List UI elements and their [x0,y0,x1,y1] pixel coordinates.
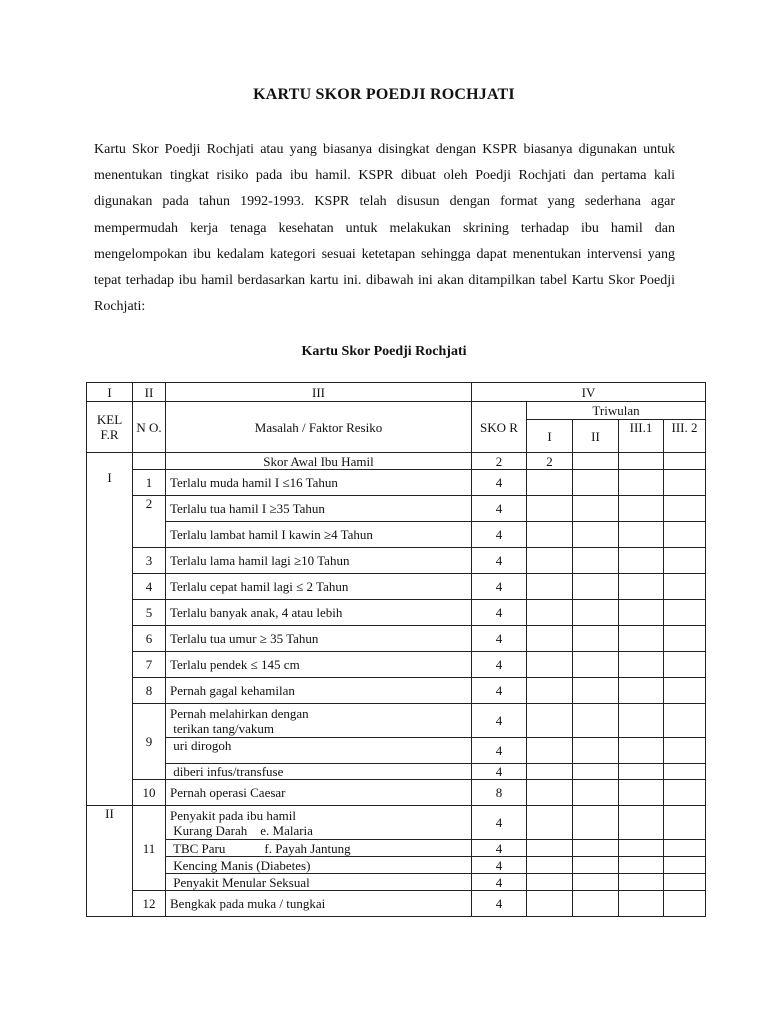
skor-cell: 4 [472,496,527,522]
risk-factor [166,704,472,738]
skor-cell: 4 [472,574,527,600]
skor-cell: 4 [472,600,527,626]
table-row [87,574,706,600]
skor-cell: 4 [472,548,527,574]
group-label: II [87,806,133,917]
risk-factor: uri dirogoh [166,738,472,764]
triwulan-col: III. 2 [664,420,706,453]
skor-cell: 8 [472,780,527,806]
skor-cell: 4 [472,891,527,917]
skor-cell: 4 [472,840,527,857]
table-row [87,764,706,780]
row-number: 9 [133,704,166,780]
table-row [87,383,706,402]
skor-awal-label: Skor Awal Ibu Hamil [166,453,472,470]
roman-header: I [87,383,133,402]
skor-cell: 4 [472,857,527,874]
risk-factor: Terlalu lambat hamil I kawin ≥4 Tahun [166,522,472,548]
skor-cell: 4 [472,704,527,738]
risk-factor-line: Penyakit pada ibu hamil [170,807,297,823]
skor-cell: 4 [472,806,527,840]
skor-cell: 2 [527,453,573,470]
table-row [87,402,706,420]
skor-cell: 4 [472,470,527,496]
row-number: 10 [133,780,166,806]
kel-header: KEL F.R [87,402,133,453]
roman-header: II [133,383,166,402]
skor-header: SKO R [472,402,527,453]
risk-factor: Terlalu banyak anak, 4 atau lebih [166,600,472,626]
row-number: 6 [133,626,166,652]
risk-factor: Kencing Manis (Diabetes) [166,857,472,874]
risk-factor: Terlalu tua umur ≥ 35 Tahun [166,626,472,652]
table-row [87,704,706,738]
row-number: 12 [133,891,166,917]
risk-factor: TBC Paru f. Payah Jantung [166,840,472,857]
row-number: 2 [133,496,166,548]
risk-factor-line: terikan tang/vakum [170,720,274,736]
triwulan-col: III.1 [619,420,664,453]
row-number: 5 [133,600,166,626]
skor-cell: 2 [472,453,527,470]
row-number: 11 [133,806,166,891]
row-number: 8 [133,678,166,704]
skor-cell: 4 [472,652,527,678]
table-row [87,857,706,874]
row-number: 7 [133,652,166,678]
risk-factor [166,806,472,840]
risk-factor: Penyakit Menular Seksual [166,874,472,891]
skor-cell: 4 [472,626,527,652]
skor-cell: 4 [472,522,527,548]
intro-paragraph: Kartu Skor Poedji Rochjati atau yang biasanya disingkat dengan KSPR biasanya digunakan untuk menentukan tingkat risiko pada ibu hamil. KSPR dibuat oleh Poedji Rochjati dan pertama kali digunakan pada tahun 1992-1993. KSPR telah disusun dengan format yang sederhana agar mempermudah kerja tenaga kesehatan untuk melakukan skrining terhadap ibu hamil dan mengelompokan ibu kedalam kategori sesuai ketetapan sehingga dapat menentukan intervensi yang tepat terhadap ibu hamil berdasarkan kartu ini. dibawah ini akan ditampilkan tabel Kartu Skor Poedji Rochjati: [94,142,675,315]
risk-factor: Terlalu pendek ≤ 145 cm [166,652,472,678]
table-row [87,678,706,704]
table-row [87,891,706,917]
roman-header: IV [472,383,706,402]
risk-factor-table [86,382,706,917]
triwulan-col: II [573,420,619,453]
no-header: N O. [133,402,166,453]
row-number: 4 [133,574,166,600]
roman-header: III [166,383,472,402]
table-row [87,738,706,764]
risk-factor: Terlalu cepat hamil lagi ≤ 2 Tahun [166,574,472,600]
skor-cell: 4 [472,764,527,780]
triwulan-col: I [527,420,573,453]
risk-factor-line: Kurang Darah e. Malaria [170,822,313,838]
table-row [87,652,706,678]
table-row [87,600,706,626]
table-row [87,874,706,891]
row-number: 3 [133,548,166,574]
risk-factor: Pernah gagal kehamilan [166,678,472,704]
table-row [87,496,706,522]
masalah-header: Masalah / Faktor Resiko [166,402,472,453]
table-row [87,548,706,574]
risk-factor: Bengkak pada muka / tungkai [166,891,472,917]
table-row [87,806,706,840]
risk-factor: Terlalu tua hamil I ≥35 Tahun [166,496,472,522]
skor-cell: 4 [472,738,527,764]
risk-factor-line: Pernah melahirkan dengan [170,705,309,721]
document-title: KARTU SKOR POEDJI ROCHJATI [253,86,515,103]
risk-factor: Terlalu lama hamil lagi ≥10 Tahun [166,548,472,574]
triwulan-header: Triwulan [527,402,706,420]
risk-factor: Terlalu muda hamil I ≤16 Tahun [166,470,472,496]
skor-cell: 4 [472,678,527,704]
table-row [87,840,706,857]
table-title: Kartu Skor Poedji Rochjati [301,344,467,359]
table-row [87,780,706,806]
table-row [87,626,706,652]
table-row [87,522,706,548]
table-row [87,470,706,496]
group-label: I [87,470,133,806]
table-row [87,453,706,470]
risk-factor: diberi infus/transfuse [166,764,472,780]
skor-cell: 4 [472,874,527,891]
risk-factor: Pernah operasi Caesar [166,780,472,806]
row-number: 1 [133,470,166,496]
